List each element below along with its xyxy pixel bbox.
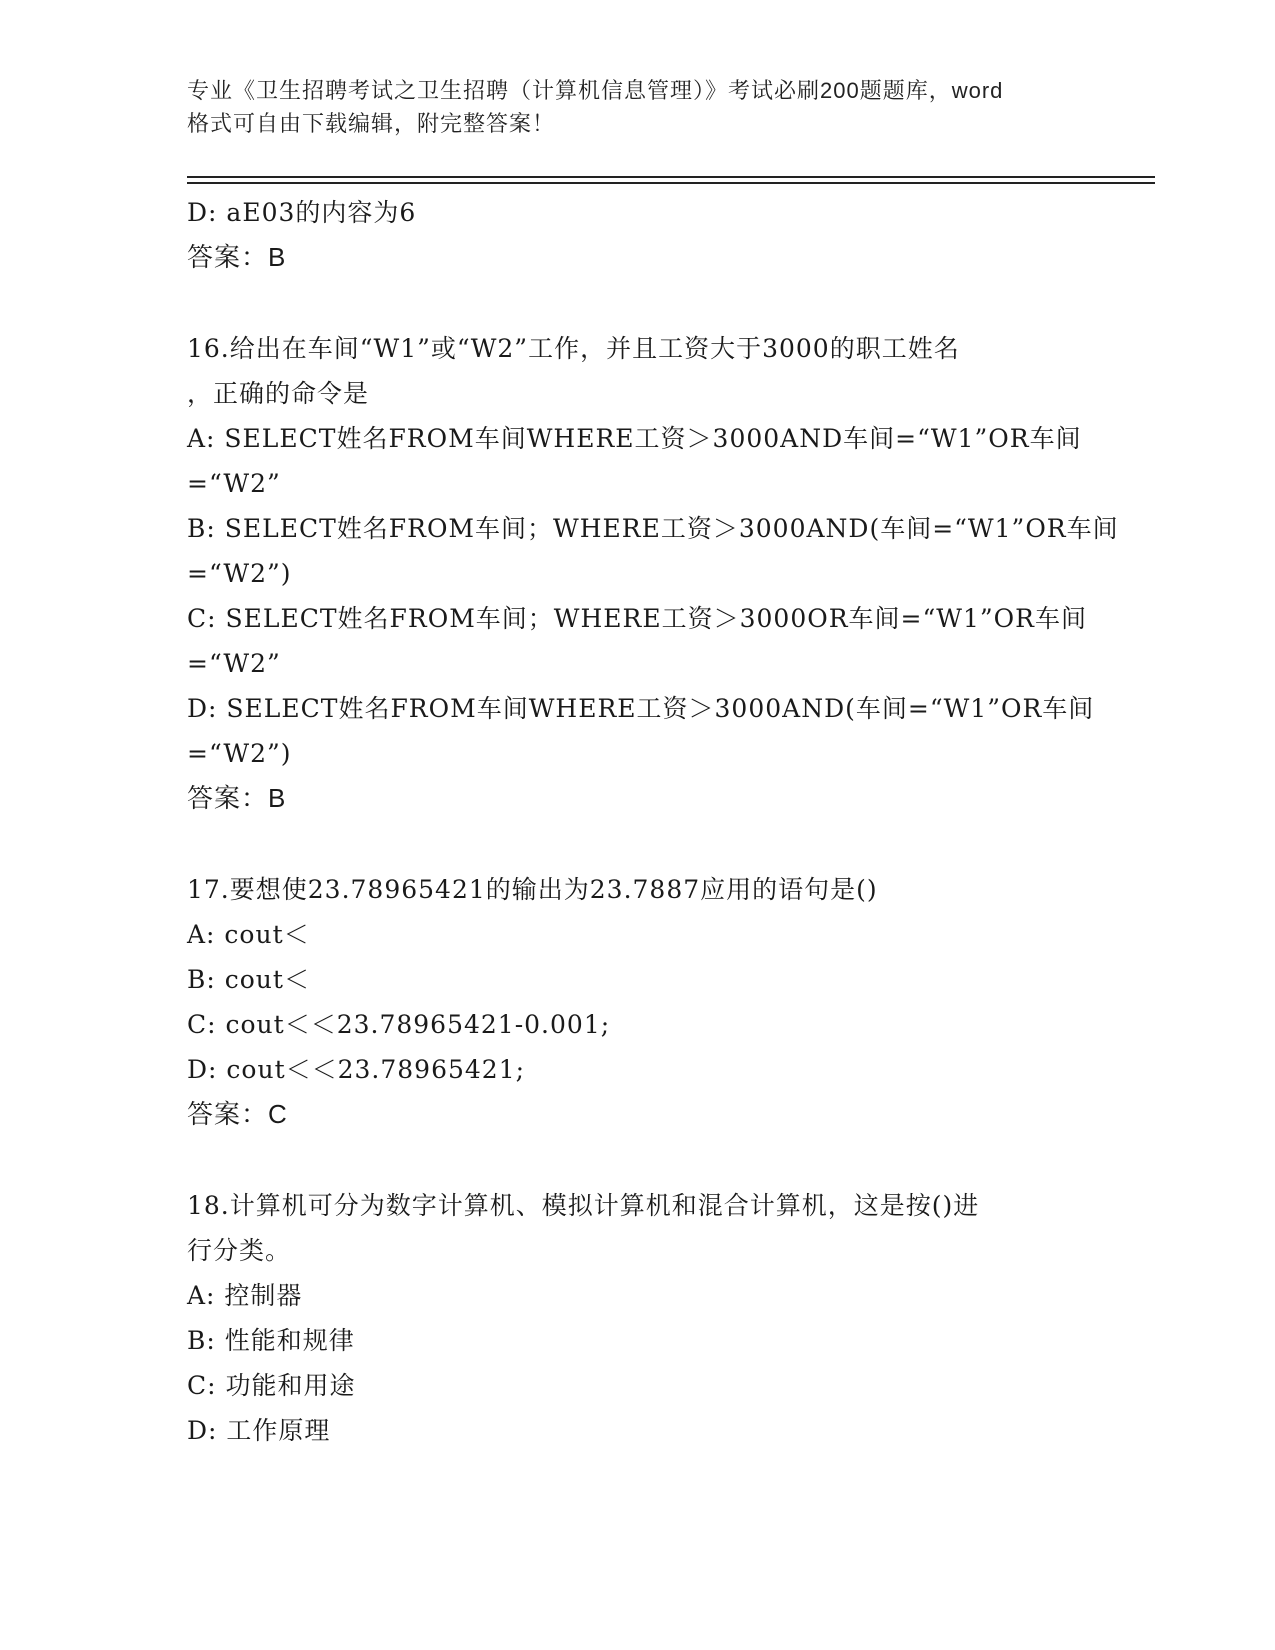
option-b: B: SELECT姓名FROM车间；WHERE工资＞3000AND(车间=“W1”OR车间 [187, 514, 1119, 543]
document-header [187, 74, 1087, 140]
header-divider-top [187, 176, 1155, 178]
question-stem: 18.计算机可分为数字计算机、模拟计算机和混合计算机，这是按()进 [187, 1191, 980, 1220]
option-c-cont: =“W2” [187, 649, 281, 678]
spacer [187, 1137, 1087, 1183]
option-c: C: cout＜＜23.78965421-0.001; [187, 1010, 611, 1039]
option-d: D: aE03的内容为6 [187, 198, 417, 227]
option-a: A: cout＜ [187, 920, 310, 949]
question-18 [187, 1183, 1087, 1453]
answer-line: 答案：C [187, 1099, 288, 1129]
option-d: D: cout＜＜23.78965421; [187, 1055, 526, 1084]
question-stem-cont: ，正确的命令是 [187, 379, 370, 408]
answer-line: 答案：B [187, 242, 287, 272]
option-a: A: SELECT姓名FROM车间WHERE工资＞3000AND车间=“W1”OR车间 [187, 424, 1082, 453]
header-divider-bottom [187, 182, 1155, 184]
header-line-1: 专业《卫生招聘考试之卫生招聘（计算机信息管理）》考试必刷200题题库，word [187, 78, 1004, 103]
spacer [187, 821, 1087, 867]
option-b: B: 性能和规律 [187, 1326, 355, 1355]
option-d-cont: =“W2”) [187, 739, 292, 768]
option-a: A: 控制器 [187, 1281, 303, 1310]
option-a-cont: =“W2” [187, 469, 281, 498]
spacer [187, 280, 1087, 326]
option-b-cont: =“W2”) [187, 559, 292, 588]
option-b: B: cout＜ [187, 965, 310, 994]
header-line-2: 格式可自由下载编辑，附完整答案！ [187, 111, 556, 136]
question-15-tail [187, 190, 1087, 280]
option-c: C: SELECT姓名FROM车间；WHERE工资＞3000OR车间=“W1”OR车间 [187, 604, 1087, 633]
answer-line: 答案：B [187, 783, 287, 813]
question-stem-cont: 行分类。 [187, 1236, 292, 1265]
question-17 [187, 867, 1087, 1137]
question-stem: 17.要想使23.78965421的输出为23.7887应用的语句是() [187, 875, 878, 904]
option-d: D: SELECT姓名FROM车间WHERE工资＞3000AND(车间=“W1”OR车间 [187, 694, 1095, 723]
option-d: D: 工作原理 [187, 1416, 331, 1445]
question-16 [187, 326, 1119, 821]
option-c: C: 功能和用途 [187, 1371, 356, 1400]
document-body [187, 190, 1119, 1453]
question-stem: 16.给出在车间“W1”或“W2”工作，并且工资大于3000的职工姓名 [187, 334, 960, 363]
